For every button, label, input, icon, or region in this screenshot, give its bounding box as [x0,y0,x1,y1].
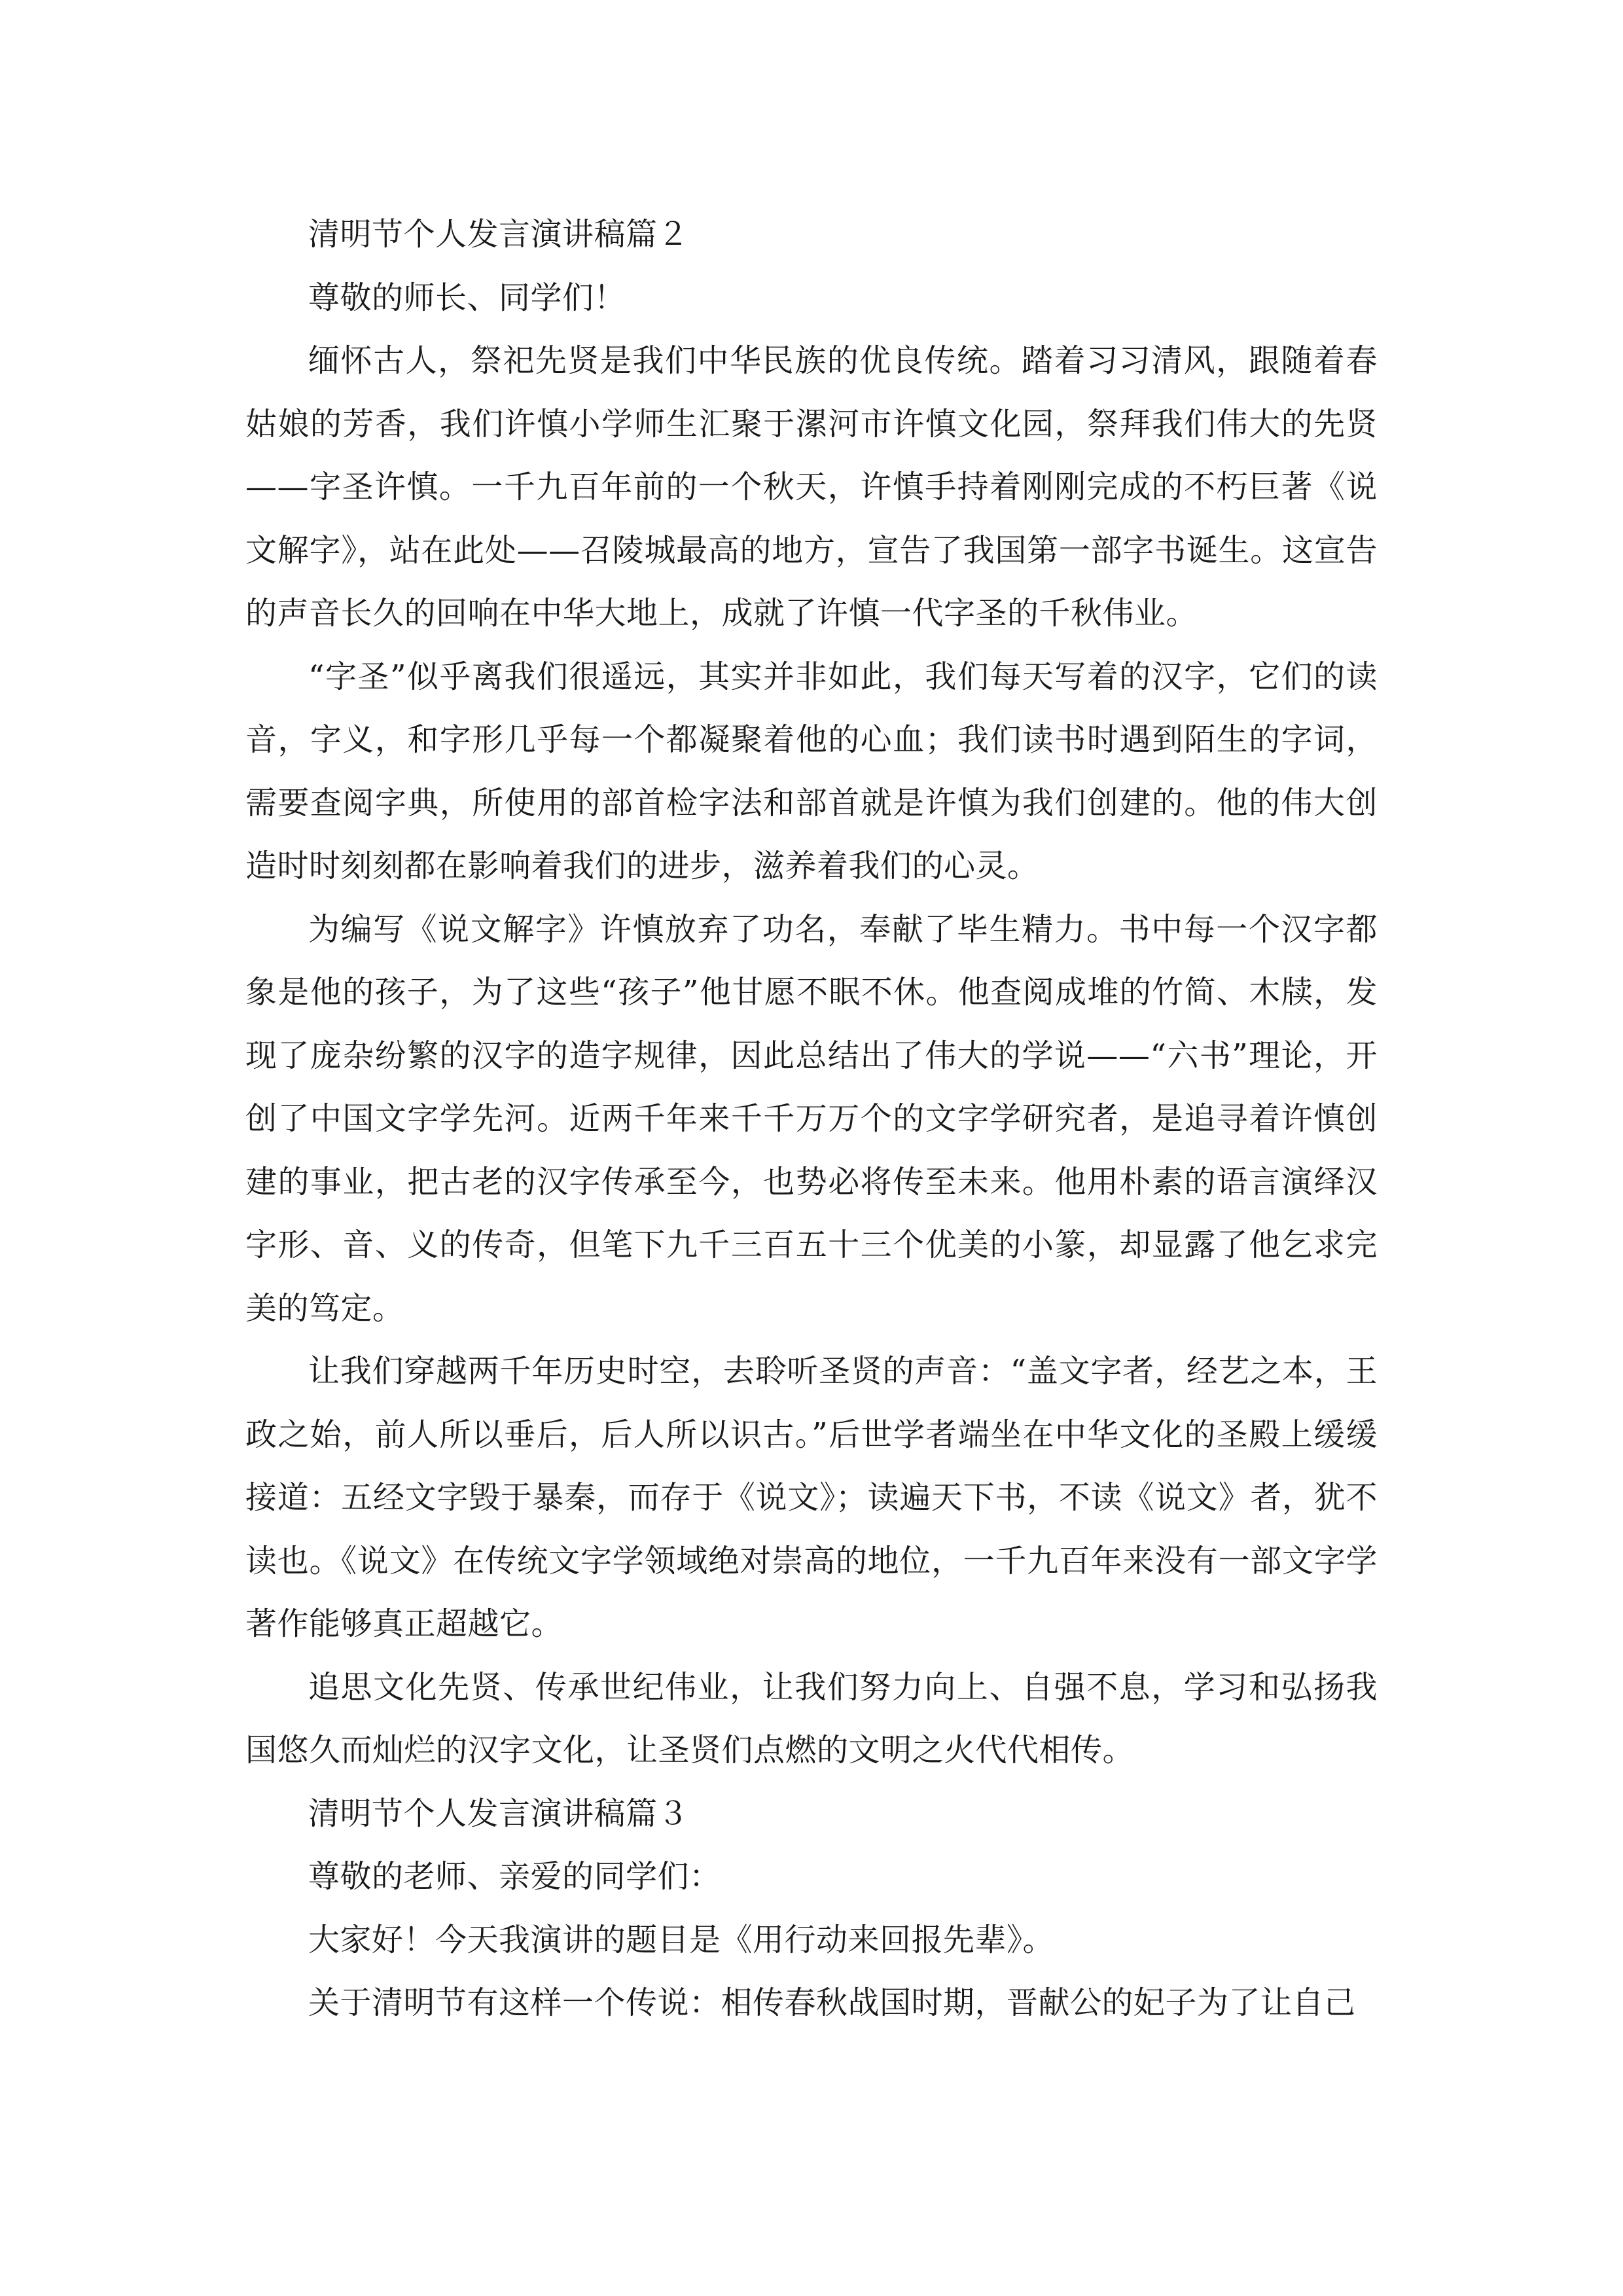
section-heading-2: 清明节个人发言演讲稿篇２ [308,216,690,253]
body-paragraph: 让我们穿越两千年历史时空，去聆听圣贤的声音：“盖文字者，经艺之本，王政之始，前人所以垂后，后人所以识古。”后世学者端坐在中华文化的圣殿上缓缓接道：五经文字毁于暴秦，而存于《说文》；读遍天下书，不读《说文》者，犹不读也。《说文》在传统文字学领域绝对崇高的地位，一千九百年来没有一部文字学著作能够真正超越它。 [245,1353,1378,1642]
body-paragraph: 缅怀古人，祭祀先贤是我们中华民族的优良传统。踏着习习清风，跟随着春姑娘的芳香，我们许慎小学师生汇聚于漯河市许慎文化园，祭拜我们伟大的先贤——字圣许慎。一千九百年前的一个秋天，许慎手持着刚刚完成的不朽巨著《说文解字》，站在此处——召陵城最高的地方，宣告了我国第一部字书诞生。这宣告的声音长久的回响在中华大地上，成就了许慎一代字圣的千秋伟业。 [245,342,1378,632]
body-paragraph: 关于清明节有这样一个传说：相传春秋战国时期，晋献公的妃子为了让自己 [308,1984,1356,2021]
body-paragraph: 追思文化先贤、传承世纪伟业，让我们努力向上、自强不息，学习和弘扬我国悠久而灿烂的汉字文化，让圣贤们点燃的文明之火代代相传。 [245,1668,1378,1768]
greeting: 大家好！今天我演讲的题目是《用行动来回报先辈》。 [308,1921,1055,1958]
document-body [245,203,1378,2035]
section-heading-3: 清明节个人发言演讲稿篇３ [308,1795,690,1832]
body-paragraph: 为编写《说文解字》许慎放弃了功名，奉献了毕生精力。书中每一个汉字都象是他的孩子，为了这些“孩子”他甘愿不眠不休。他查阅成堆的竹简、木牍，发现了庞杂纷繁的汉字的造字规律，因此总结出了伟大的学说——“六书”理论，开创了中国文字学先河。近两千年来千千万万个的文字学研究者，是追寻着许慎创建的事业，把古老的汉字传承至今，也势必将传至未来。他用朴素的语言演绎汉字形、音、义的传奇，但笔下九千三百五十三个优美的小篆，却显露了他乞求完美的笃定。 [245,910,1378,1327]
salutation: 尊敬的老师、亲爱的同学们： [308,1858,721,1895]
salutation: 尊敬的师长、同学们！ [308,279,626,316]
body-paragraph: “字圣”似乎离我们很遥远，其实并非如此，我们每天写着的汉字，它们的读音，字义，和字形几乎每一个都凝聚着他的心血；我们读书时遇到陌生的字词，需要查阅字典，所使用的部首检字法和部首就是许慎为我们创建的。他的伟大创造时时刻刻都在影响着我们的进步，滋养着我们的心灵。 [245,658,1378,884]
